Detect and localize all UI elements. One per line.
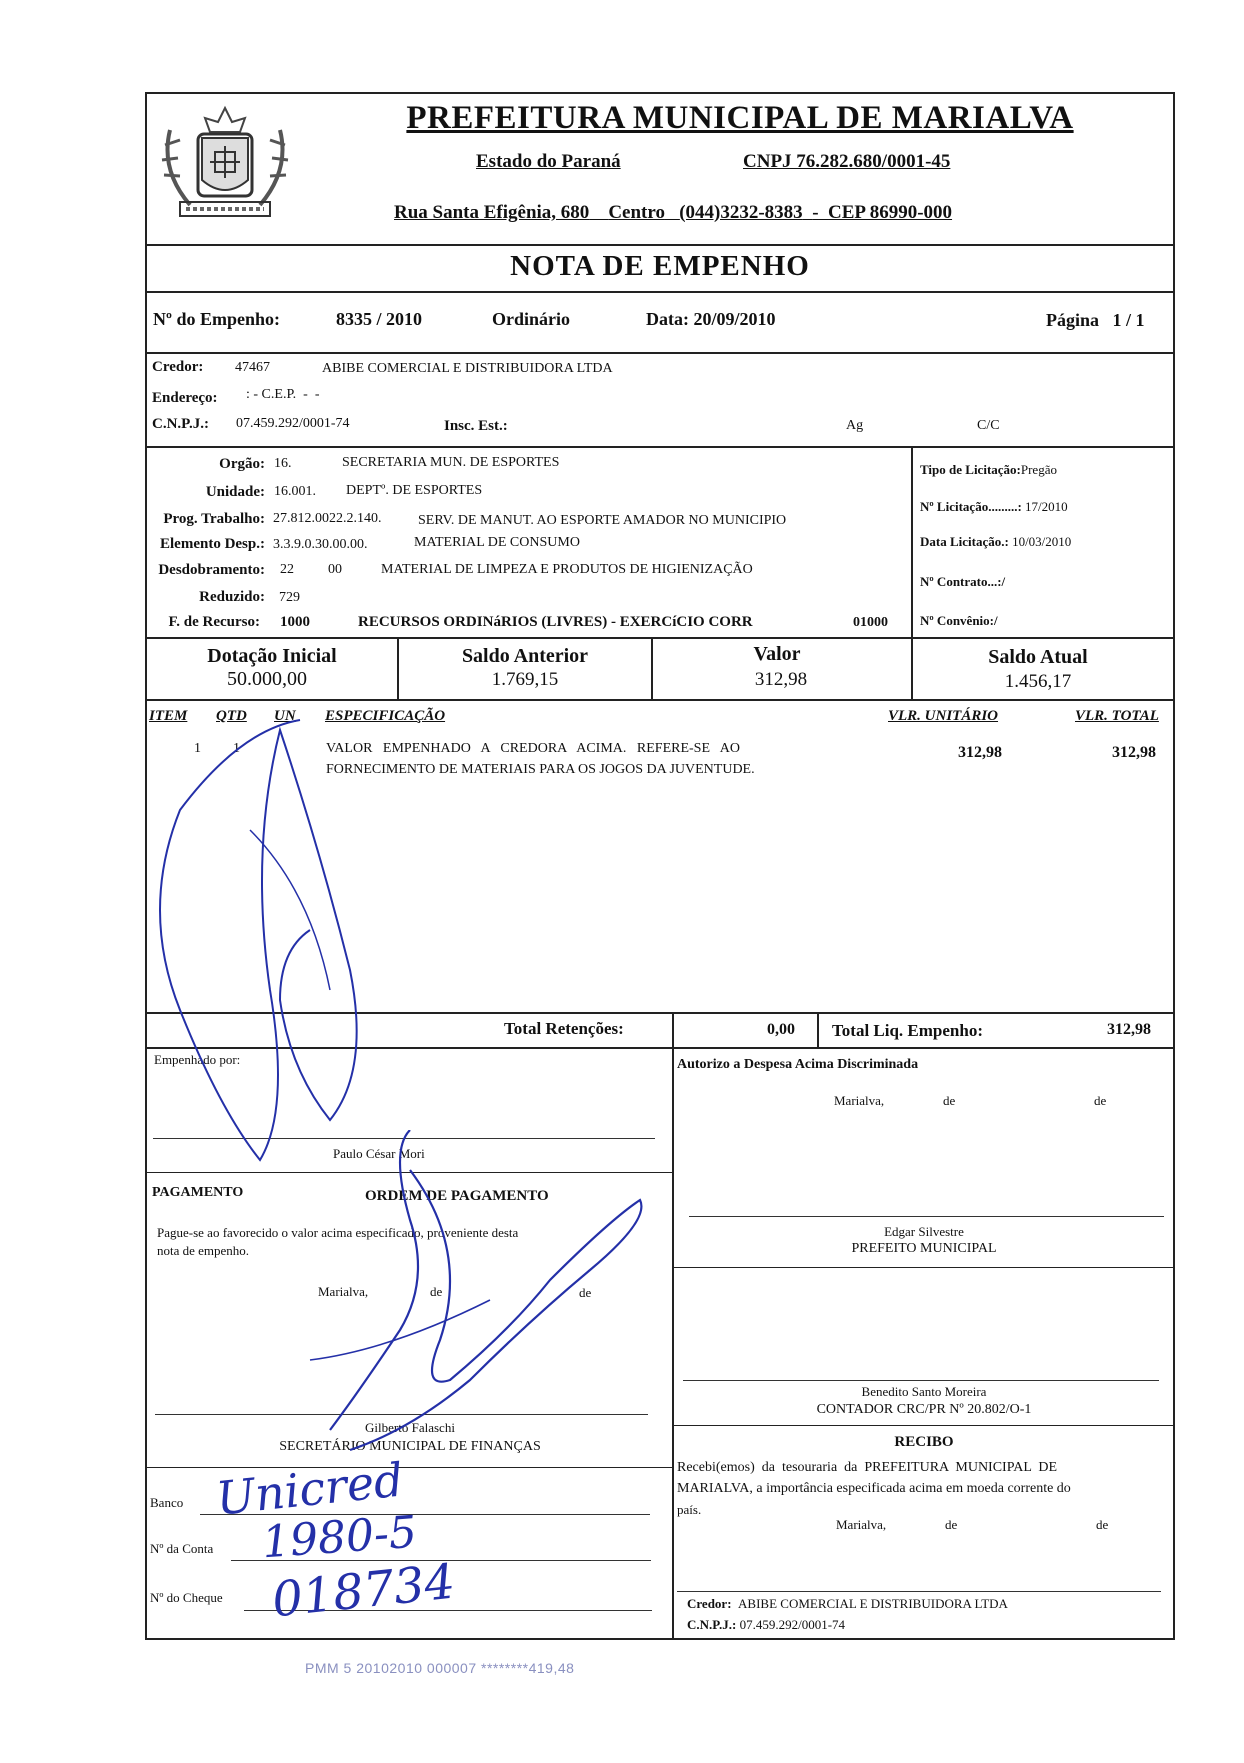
endereco-value: : - C.E.P. - - xyxy=(246,387,320,402)
endereco-label: Endereço: xyxy=(152,390,218,406)
tipo-licitacao-value: Pregão xyxy=(1020,462,1057,477)
cnpj-label: C.N.P.J.: xyxy=(152,416,209,432)
recibo-texto-3: país. xyxy=(677,1502,702,1517)
empenhado-por-nome: Paulo César Mori xyxy=(333,1146,425,1161)
pagamento-texto-1: Pague-se ao favorecido o valor acima especificado, proveniente desta xyxy=(157,1225,519,1240)
banco-handwritten: Unicred xyxy=(213,1452,406,1526)
pagamento-label: PAGAMENTO xyxy=(152,1185,244,1200)
empenho-number: 8335 / 2010 xyxy=(336,309,423,329)
unidade-code: 16.001. xyxy=(274,484,316,499)
empenho-type: Ordinário xyxy=(492,309,571,329)
desdobramento-code: 22 xyxy=(280,562,294,577)
convenio-label: Nº Convênio:/ xyxy=(920,613,998,628)
desdobramento-name: MATERIAL DE LIMPEZA E PRODUTOS DE HIGIENIZAÇÃO xyxy=(381,562,753,577)
cheque-label: Nº do Cheque xyxy=(150,1590,223,1605)
contador-cargo: CONTADOR CRC/PR Nº 20.802/O-1 xyxy=(816,1402,1032,1417)
document-title: NOTA DE EMPENHO xyxy=(510,250,810,282)
elemento-code: 3.3.9.0.30.00.00. xyxy=(273,537,368,552)
recibo-cnpj xyxy=(687,1617,845,1633)
header-separator: - xyxy=(812,202,819,223)
recibo-credor xyxy=(687,1596,1008,1612)
recibo-credor-label: Credor: xyxy=(687,1596,732,1611)
num-licitacao-value: 17/2010 xyxy=(1025,499,1068,514)
contrato-label: Nº Contrato...:/ xyxy=(920,574,1006,589)
coat-of-arms-icon xyxy=(150,100,300,235)
prog-trabalho-code: 27.812.0022.2.140. xyxy=(273,511,382,526)
credor-label: Credor: xyxy=(152,359,204,375)
num-licitacao xyxy=(920,499,1068,515)
empenho-date: Data: 20/09/2010 xyxy=(646,309,776,329)
recibo-texto-1: Recebi(emos) da tesouraria da PREFEITURA MUNICIPAL DE xyxy=(677,1460,1058,1475)
cheque-handwritten: 018734 xyxy=(269,1553,458,1629)
col-item: ITEM xyxy=(149,708,188,724)
item-qtd: 1 xyxy=(233,741,240,756)
banco-label: Banco xyxy=(150,1495,184,1510)
pagamento-de-2: de xyxy=(579,1285,592,1300)
item-spec-line1: VALOR EMPENHADO A CREDORA ACIMA. REFERE-SE AO xyxy=(326,741,740,756)
recibo-texto-2: MARIALVA, a importância especificada acima em moeda corrente do xyxy=(677,1481,1071,1496)
data-licitacao-label: Data Licitação.: xyxy=(920,534,1009,549)
saldo-anterior-label: Saldo Anterior xyxy=(461,645,589,667)
saldo-atual-label: Saldo Atual xyxy=(988,646,1088,668)
item-vlr-unitario: 312,98 xyxy=(958,744,1002,761)
elemento-label: Elemento Desp.: xyxy=(160,536,265,552)
recibo-cidade: Marialva, xyxy=(836,1517,887,1532)
recurso-name: RECURSOS ORDINáRIOS (LIVRES) - EXERCíCIO CORR xyxy=(358,614,753,630)
credor-code: 47467 xyxy=(235,360,270,375)
autorizo-label: Autorizo a Despesa Acima Discriminada xyxy=(677,1057,919,1072)
header-rua: Rua Santa Efigênia, 680 xyxy=(394,202,590,223)
dotacao-value: 50.000,00 xyxy=(227,668,307,690)
data-licitacao-value: 10/03/2010 xyxy=(1012,534,1072,549)
prog-trabalho-label: Prog. Trabalho: xyxy=(163,511,265,527)
item-vlr-total: 312,98 xyxy=(1112,744,1156,761)
col-qtd: QTD xyxy=(216,708,247,724)
conta-handwritten: 1980-5 xyxy=(260,1506,419,1569)
total-liquido-value: 312,98 xyxy=(1107,1021,1151,1038)
pagamento-de-1: de xyxy=(430,1284,443,1299)
data-licitacao xyxy=(920,534,1071,550)
header-estado: Estado do Paraná xyxy=(476,151,621,172)
autorizo-de-1: de xyxy=(943,1093,956,1108)
unidade-label: Unidade: xyxy=(205,484,265,500)
header-address xyxy=(394,202,952,224)
recurso-code: 1000 xyxy=(280,614,310,630)
cnpj-value: 07.459.292/0001-74 xyxy=(236,416,350,431)
desdobramento-label: Desdobramento: xyxy=(158,562,265,578)
col-especificacao: ESPECIFICAÇÃO xyxy=(325,708,446,724)
credor-name: ABIBE COMERCIAL E DISTRIBUIDORA LTDA xyxy=(322,361,613,376)
recibo-credor-value: ABIBE COMERCIAL E DISTRIBUIDORA LTDA xyxy=(738,1596,1008,1611)
orgao-code: 16. xyxy=(274,456,292,471)
reduzido-label: Reduzido: xyxy=(199,589,265,605)
tipo-licitacao-label: Tipo de Licitação: xyxy=(920,462,1021,477)
page-number: Página 1 / 1 xyxy=(1046,310,1145,330)
recurso-sub: 01000 xyxy=(853,615,888,630)
orgao-name: SECRETARIA MUN. DE ESPORTES xyxy=(342,455,560,470)
item-number: 1 xyxy=(194,741,201,756)
total-liquido-label: Total Liq. Empenho: xyxy=(832,1021,983,1040)
dotacao-label: Dotação Inicial xyxy=(207,645,337,667)
saldo-anterior-value: 1.769,15 xyxy=(491,669,559,690)
page-title: PREFEITURA MUNICIPAL DE MARIALVA xyxy=(406,100,1074,136)
pagamento-cidade: Marialva, xyxy=(318,1284,369,1299)
empenho-label: Nº do Empenho: xyxy=(153,309,280,329)
contador-nome: Benedito Santo Moreira xyxy=(861,1384,987,1399)
autorizo-de-2: de xyxy=(1094,1093,1107,1108)
total-retencoes-value: 0,00 xyxy=(767,1021,795,1038)
item-spec-line2: FORNECIMENTO DE MATERIAIS PARA OS JOGOS DA JUVENTUDE. xyxy=(326,762,755,777)
reduzido-value: 729 xyxy=(279,590,300,605)
conta-label: Nº da Conta xyxy=(150,1541,214,1556)
header-telefone: (044)3232-8383 xyxy=(679,202,803,223)
col-un: UN xyxy=(274,708,296,724)
header-cep: CEP 86990-000 xyxy=(828,202,953,223)
autorizo-cidade: Marialva, xyxy=(834,1093,885,1108)
col-vlr-unitario: VLR. UNITÁRIO xyxy=(888,708,999,724)
pagamento-texto-2: nota de empenho. xyxy=(157,1243,250,1258)
ordem-pagamento-label: ORDEM DE PAGAMENTO xyxy=(365,1188,549,1204)
col-vlr-total: VLR. TOTAL xyxy=(1075,708,1159,724)
empenhado-por-label: Empenhado por: xyxy=(154,1052,241,1067)
agencia-label: Ag xyxy=(846,418,864,433)
prefeito-cargo: PREFEITO MUNICIPAL xyxy=(851,1241,997,1256)
processing-stamp: PMM 5 20102010 000007 ********419,48 xyxy=(305,1660,575,1676)
secretario-cargo: SECRETÁRIO MUNICIPAL DE FINANÇAS xyxy=(279,1439,541,1454)
prefeito-nome: Edgar Silvestre xyxy=(884,1224,964,1239)
valor-label: Valor xyxy=(753,643,801,665)
unidade-name: DEPTº. DE ESPORTES xyxy=(346,483,483,498)
recurso-label: F. de Recurso: xyxy=(168,614,260,630)
tipo-licitacao xyxy=(920,462,1057,478)
elemento-name: MATERIAL DE CONSUMO xyxy=(414,535,580,550)
secretario-nome: Gilberto Falaschi xyxy=(365,1420,455,1435)
insc-est-label: Insc. Est.: xyxy=(444,418,508,434)
conta-corrente-label: C/C xyxy=(977,418,1000,433)
recibo-cnpj-value: 07.459.292/0001-74 xyxy=(739,1617,846,1632)
orgao-label: Orgão: xyxy=(219,456,265,472)
saldo-atual-value: 1.456,17 xyxy=(1004,671,1072,692)
num-licitacao-label: Nº Licitação.........: xyxy=(920,499,1022,514)
recibo-title: RECIBO xyxy=(894,1434,954,1450)
header-bairro: Centro xyxy=(608,202,665,223)
recibo-de-2: de xyxy=(1096,1517,1109,1532)
recibo-de-1: de xyxy=(945,1517,958,1532)
desdobramento-sub: 00 xyxy=(328,562,342,577)
prog-trabalho-name: SERV. DE MANUT. AO ESPORTE AMADOR NO MUNICIPIO xyxy=(418,513,787,528)
recibo-cnpj-label: C.N.P.J.: xyxy=(687,1617,737,1632)
total-retencoes-label: Total Retenções: xyxy=(504,1019,624,1038)
valor-value: 312,98 xyxy=(754,669,808,690)
header-cnpj: CNPJ 76.282.680/0001-45 xyxy=(743,151,951,172)
